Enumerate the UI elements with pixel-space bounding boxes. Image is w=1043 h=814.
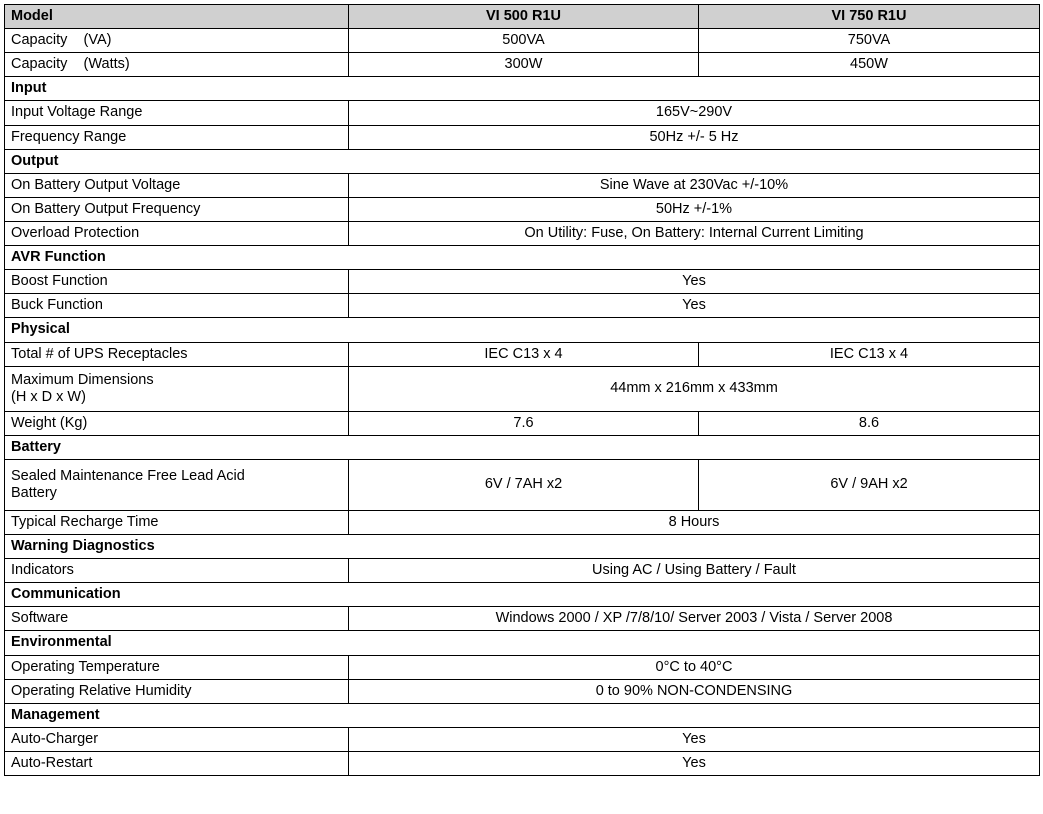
overload-protection-value: On Utility: Fuse, On Battery: Internal Current Limiting — [349, 221, 1040, 245]
maximum-dimensions-label-line2: (H x D x W) — [11, 388, 86, 405]
row-label-on-battery-output-frequency: On Battery Output Frequency — [5, 197, 349, 221]
auto-restart-value: Yes — [349, 751, 1040, 775]
table-row — [5, 366, 1040, 411]
capacity-va-model-1: 500VA — [349, 29, 699, 53]
section-header-management: Management — [5, 703, 1040, 727]
section-header-row — [5, 435, 1040, 459]
table-row — [5, 29, 1040, 53]
operating-temperature-value: 0°C to 40°C — [349, 655, 1040, 679]
ups-receptacles-model-2: IEC C13 x 4 — [699, 342, 1040, 366]
header-cell-model-2: VI 750 R1U — [699, 5, 1040, 29]
label-gap — [67, 56, 83, 72]
maximum-dimensions-value: 44mm x 216mm x 433mm — [349, 366, 1040, 411]
section-header-row — [5, 318, 1040, 342]
row-label-battery-type — [5, 459, 349, 510]
section-header-row — [5, 583, 1040, 607]
boost-function-value: Yes — [349, 270, 1040, 294]
table-row — [5, 607, 1040, 631]
row-label-indicators: Indicators — [5, 559, 349, 583]
software-value: Windows 2000 / XP /7/8/10/ Server 2003 / Vista / Server 2008 — [349, 607, 1040, 631]
table-row — [5, 559, 1040, 583]
header-cell-model-1: VI 500 R1U — [349, 5, 699, 29]
auto-charger-value: Yes — [349, 727, 1040, 751]
section-header-output: Output — [5, 149, 1040, 173]
row-label-buck-function: Buck Function — [5, 294, 349, 318]
row-label-on-battery-output-voltage: On Battery Output Voltage — [5, 173, 349, 197]
row-label-frequency-range: Frequency Range — [5, 125, 349, 149]
header-cell-model: Model — [5, 5, 349, 29]
capacity-va-label-part2: (VA) — [83, 32, 112, 49]
row-label-input-voltage-range: Input Voltage Range — [5, 101, 349, 125]
row-label-weight: Weight (Kg) — [5, 411, 349, 435]
capacity-watts-model-1: 300W — [349, 53, 699, 77]
section-header-battery: Battery — [5, 435, 1040, 459]
table-row — [5, 342, 1040, 366]
row-label-maximum-dimensions — [5, 366, 349, 411]
recharge-time-value: 8 Hours — [349, 510, 1040, 534]
capacity-va-label-part1: Capacity — [11, 32, 68, 49]
section-header-row — [5, 77, 1040, 101]
table-row — [5, 510, 1040, 534]
section-header-row — [5, 149, 1040, 173]
label-gap — [67, 32, 83, 48]
table-row — [5, 197, 1040, 221]
table-header-row — [5, 5, 1040, 29]
section-header-warning-diagnostics: Warning Diagnostics — [5, 534, 1040, 558]
table-row — [5, 411, 1040, 435]
battery-type-model-1: 6V / 7AH x2 — [349, 459, 699, 510]
weight-model-2: 8.6 — [699, 411, 1040, 435]
section-header-avr-function: AVR Function — [5, 246, 1040, 270]
section-header-communication: Communication — [5, 583, 1040, 607]
table-row — [5, 459, 1040, 510]
table-row — [5, 101, 1040, 125]
weight-model-1: 7.6 — [349, 411, 699, 435]
section-header-row — [5, 631, 1040, 655]
table-row — [5, 751, 1040, 775]
table-row — [5, 294, 1040, 318]
row-label-ups-receptacles: Total # of UPS Receptacles — [5, 342, 349, 366]
row-label-operating-humidity: Operating Relative Humidity — [5, 679, 349, 703]
row-label-operating-temperature: Operating Temperature — [5, 655, 349, 679]
table-row — [5, 173, 1040, 197]
table-row — [5, 655, 1040, 679]
capacity-watts-label-part1: Capacity — [11, 56, 68, 73]
buck-function-value: Yes — [349, 294, 1040, 318]
section-header-row — [5, 534, 1040, 558]
ups-specification-table — [4, 4, 1040, 776]
indicators-value: Using AC / Using Battery / Fault — [349, 559, 1040, 583]
battery-type-label-line2: Battery — [11, 484, 57, 501]
table-row — [5, 221, 1040, 245]
capacity-watts-model-2: 450W — [699, 53, 1040, 77]
row-label-recharge-time: Typical Recharge Time — [5, 510, 349, 534]
row-label-capacity-watts — [5, 53, 349, 77]
ups-receptacles-model-1: IEC C13 x 4 — [349, 342, 699, 366]
row-label-capacity-va — [5, 29, 349, 53]
maximum-dimensions-label-line1: Maximum Dimensions — [11, 371, 154, 388]
frequency-range-value: 50Hz +/- 5 Hz — [349, 125, 1040, 149]
row-label-overload-protection: Overload Protection — [5, 221, 349, 245]
capacity-watts-label-part2: (Watts) — [83, 56, 130, 73]
battery-type-label-line1: Sealed Maintenance Free Lead Acid — [11, 467, 245, 484]
operating-humidity-value: 0 to 90% NON-CONDENSING — [349, 679, 1040, 703]
table-row — [5, 53, 1040, 77]
table-row — [5, 125, 1040, 149]
battery-type-model-2: 6V / 9AH x2 — [699, 459, 1040, 510]
on-battery-output-frequency-value: 50Hz +/-1% — [349, 197, 1040, 221]
row-label-auto-restart: Auto-Restart — [5, 751, 349, 775]
row-label-auto-charger: Auto-Charger — [5, 727, 349, 751]
section-header-physical: Physical — [5, 318, 1040, 342]
row-label-boost-function: Boost Function — [5, 270, 349, 294]
input-voltage-range-value: 165V~290V — [349, 101, 1040, 125]
table-row — [5, 270, 1040, 294]
section-header-row — [5, 246, 1040, 270]
on-battery-output-voltage-value: Sine Wave at 230Vac +/-10% — [349, 173, 1040, 197]
section-header-input: Input — [5, 77, 1040, 101]
row-label-software: Software — [5, 607, 349, 631]
table-row — [5, 679, 1040, 703]
section-header-row — [5, 703, 1040, 727]
capacity-va-model-2: 750VA — [699, 29, 1040, 53]
section-header-environmental: Environmental — [5, 631, 1040, 655]
table-row — [5, 727, 1040, 751]
